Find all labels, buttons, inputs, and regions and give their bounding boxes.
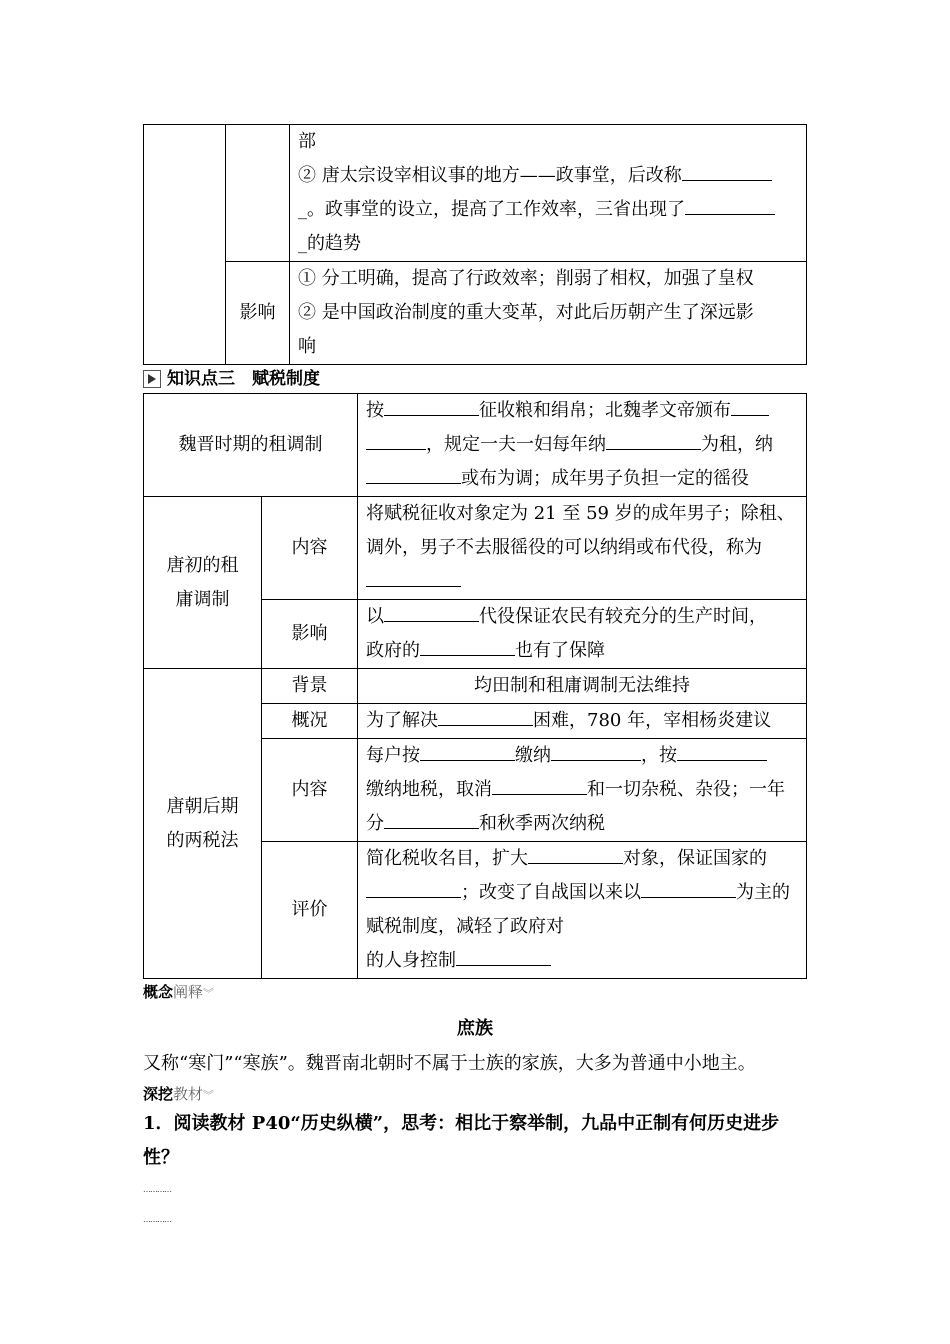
page [143, 124, 807, 1235]
term-title: 庶族 [457, 1018, 493, 1039]
table-tang-three-departments [143, 124, 807, 365]
question-text: 1．阅读教材 P40“历史纵横”，思考：相比于察举制，九品中正制有何历史进步性？ [143, 1113, 780, 1168]
line: ② 唐太宗设宰相议事的地方——政事堂，后改称 [298, 159, 798, 193]
row-label-tang: 唐初的租庸调制 [144, 497, 262, 669]
concept-heading: 概念阐释︾ [143, 983, 215, 1001]
term-text: 又称“寒门”“寒族”。魏晋南北朝时不属于士族的家族，大多为普通中小地主。 [143, 1053, 756, 1074]
evaluation-text: 简化税收名目，扩大 对象，保证国家的 ；改变了自战国以来以 为主的赋税制度，减轻了政府对 的人身控制 [358, 842, 807, 979]
line: ② 是中国政治制度的重大变革，对此后历朝产生了深远影 [298, 302, 754, 323]
tang-impact: 以 代役保证农民有较充分的生产时间， 政府的 也有了保障 [358, 600, 807, 669]
tang-content: 将赋税征收对象定为 21 至 59 岁的成年男子；除租、调外，男子不去服徭役的可以纳绢或布代役，称为 [358, 497, 807, 600]
double-chevron-down-icon: ︾ [203, 987, 215, 1000]
overview-text: 为了解决 困难，780 年，宰相杨炎建议 [358, 704, 807, 739]
answer-line: ………… [143, 1185, 171, 1194]
table-tax-system [143, 393, 807, 979]
double-chevron-down-icon: ︾ [203, 1089, 215, 1102]
table1-left-cell [144, 125, 226, 365]
label-late-content: 内容 [262, 739, 358, 842]
line: _。政事堂的设立，提高了工作效率，三省出现了 [298, 193, 798, 227]
row-label-late-tang: 唐朝后期的两税法 [144, 669, 262, 979]
table1-r1-content [290, 125, 807, 262]
table1-mid-cell [226, 125, 290, 262]
wei-content: 按 征收粮和绢帛；北魏孝文帝颁布 ，规定一夫一妇每年纳 为租，纳 或布为调；成年男子负担一定的徭役 [358, 394, 807, 497]
label-impact: 影响 [262, 600, 358, 669]
label-overview: 概况 [262, 704, 358, 739]
row-label-impact: 影响 [226, 262, 290, 365]
label-background: 背景 [262, 669, 358, 704]
section-title: 知识点三 赋税制度 [143, 367, 807, 391]
background-text: 均田制和租庸调制无法维持 [358, 669, 807, 704]
line: 部 [298, 131, 316, 152]
line: 响 [298, 336, 316, 357]
answer-line: ………… [143, 1215, 171, 1224]
line: _的趋势 [298, 233, 361, 254]
dig-heading: 深挖教材︾ [143, 1085, 215, 1103]
label-evaluation: 评价 [262, 842, 358, 979]
label-content: 内容 [262, 497, 358, 600]
late-content: 每户按 缴纳 ，按 缴纳地税，取消 和一切杂税、杂役；一年分 和秋季两次纳税 [358, 739, 807, 842]
line: ① 分工明确，提高了行政效率；削弱了相权，加强了皇权 [298, 268, 754, 289]
row-label-wei: 魏晋时期的租调制 [144, 394, 358, 497]
table1-r2-content [290, 262, 807, 365]
play-triangle-icon [143, 370, 161, 388]
